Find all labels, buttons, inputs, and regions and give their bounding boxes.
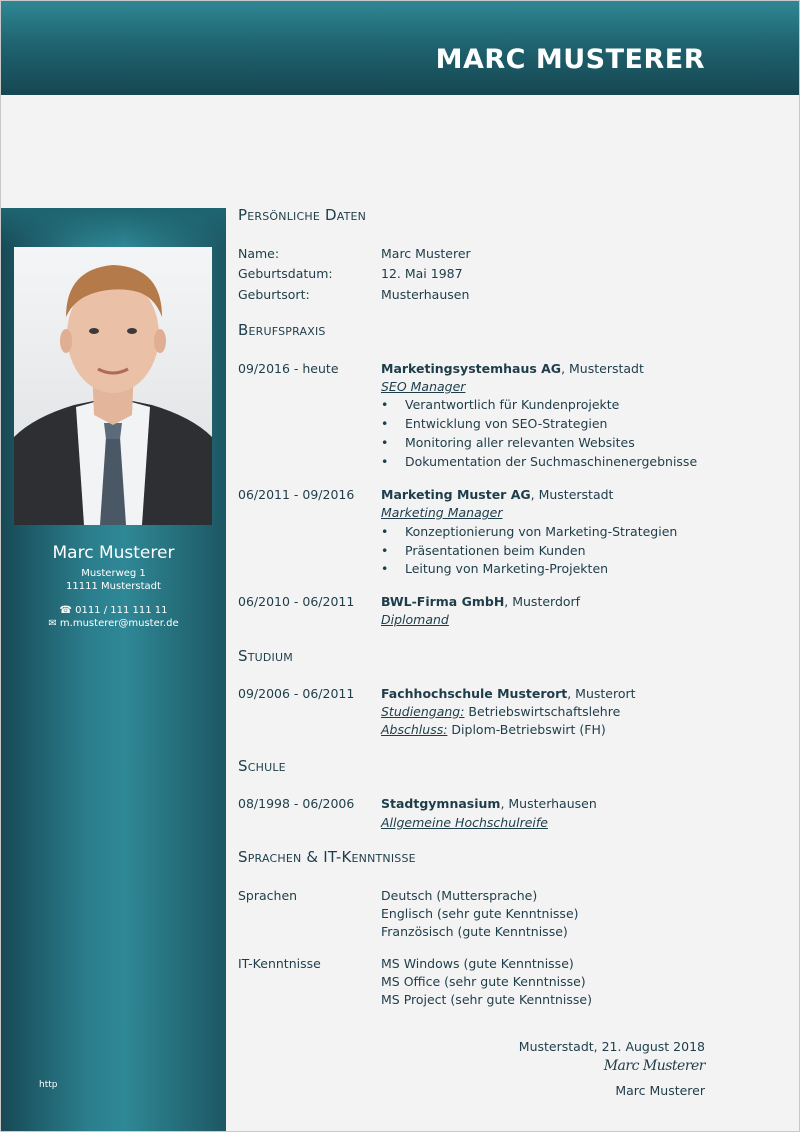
study-course-value: Betriebswirtschaftslehre bbox=[464, 704, 621, 719]
job-location: , Musterstadt bbox=[530, 487, 614, 502]
job-company: Marketing Muster AG bbox=[381, 487, 531, 502]
job-period: 06/2011 - 09/2016 bbox=[238, 487, 355, 502]
language-item: Deutsch (Muttersprache) bbox=[381, 888, 538, 903]
job-role: Diplomand bbox=[381, 612, 449, 627]
languages-label: Sprachen bbox=[238, 888, 298, 903]
school-name-line bbox=[381, 796, 597, 811]
it-label: IT-Kenntnisse bbox=[238, 956, 321, 971]
sidebar-email[interactable]: ✉ m.musterer@muster.de bbox=[48, 618, 179, 629]
section-title-skills: Sprachen & IT-Kenntnisse bbox=[238, 848, 416, 866]
personal-value: 12. Mai 1987 bbox=[381, 266, 463, 281]
job-role: SEO Manager bbox=[381, 379, 466, 394]
study-school: Fachhochschule Musterort bbox=[381, 686, 568, 701]
personal-value: Musterhausen bbox=[381, 287, 470, 302]
sidebar-top-shade bbox=[1, 208, 226, 248]
section-title-study: Studium bbox=[238, 647, 293, 665]
study-period: 09/2006 - 06/2011 bbox=[238, 686, 355, 701]
signature-name: Marc Musterer bbox=[615, 1083, 705, 1098]
section-title-personal: Persönliche Daten bbox=[238, 206, 367, 224]
personal-label: Geburtsdatum: bbox=[238, 266, 333, 281]
job-role: Marketing Manager bbox=[381, 505, 503, 520]
study-degree-value: Diplom-Betriebswirt (FH) bbox=[447, 722, 606, 737]
study-degree-line bbox=[381, 722, 606, 737]
study-course-line bbox=[381, 704, 620, 719]
study-course-label: Studiengang: bbox=[381, 704, 465, 719]
sidebar-city: 11111 Musterstadt bbox=[66, 581, 161, 592]
sidebar-footer: http bbox=[39, 1080, 58, 1090]
signature-script: Marc Musterer bbox=[603, 1058, 705, 1074]
study-school-line bbox=[381, 686, 636, 701]
study-location: , Musterort bbox=[567, 686, 636, 701]
it-item: MS Office (sehr gute Kenntnisse) bbox=[381, 974, 586, 989]
profile-photo-illustration bbox=[14, 247, 212, 525]
header-name: MARC MUSTERER bbox=[435, 44, 705, 75]
school-degree: Allgemeine Hochschulreife bbox=[381, 815, 548, 830]
job-company: Marketingsystemhaus AG bbox=[381, 361, 562, 376]
job-company: BWL-Firma GmbH bbox=[381, 594, 505, 609]
study-degree-label: Abschluss: bbox=[381, 722, 448, 737]
school-period: 08/1998 - 06/2006 bbox=[238, 796, 355, 811]
school-name: Stadtgymnasium bbox=[381, 796, 501, 811]
signature-place-date: Musterstadt, 21. August 2018 bbox=[518, 1039, 705, 1054]
job-company-line bbox=[381, 487, 613, 502]
sidebar-phone: ☎ 0111 / 111 111 11 bbox=[59, 605, 168, 616]
sidebar-street: Musterweg 1 bbox=[81, 568, 146, 579]
job-company-line bbox=[381, 594, 580, 609]
personal-value: Marc Musterer bbox=[381, 246, 471, 261]
section-title-experience: Berufspraxis bbox=[238, 321, 326, 339]
profile-photo bbox=[14, 247, 212, 525]
sidebar-name: Marc Musterer bbox=[52, 543, 175, 563]
sidebar bbox=[1, 208, 226, 1131]
section-title-school: Schule bbox=[238, 757, 286, 775]
job-company-line bbox=[381, 361, 644, 376]
job-period: 06/2010 - 06/2011 bbox=[238, 594, 355, 609]
language-item: Französisch (gute Kenntnisse) bbox=[381, 924, 568, 939]
it-item: MS Project (sehr gute Kenntnisse) bbox=[381, 992, 592, 1007]
personal-label: Geburtsort: bbox=[238, 287, 310, 302]
personal-label: Name: bbox=[238, 246, 280, 261]
job-location: , Musterdorf bbox=[504, 594, 581, 609]
language-item: Englisch (sehr gute Kenntnisse) bbox=[381, 906, 579, 921]
it-item: MS Windows (gute Kenntnisse) bbox=[381, 956, 574, 971]
job-location: , Musterstadt bbox=[561, 361, 644, 376]
job-period: 09/2016 - heute bbox=[238, 361, 339, 376]
header-bar bbox=[1, 1, 799, 95]
school-location: , Musterhausen bbox=[500, 796, 597, 811]
